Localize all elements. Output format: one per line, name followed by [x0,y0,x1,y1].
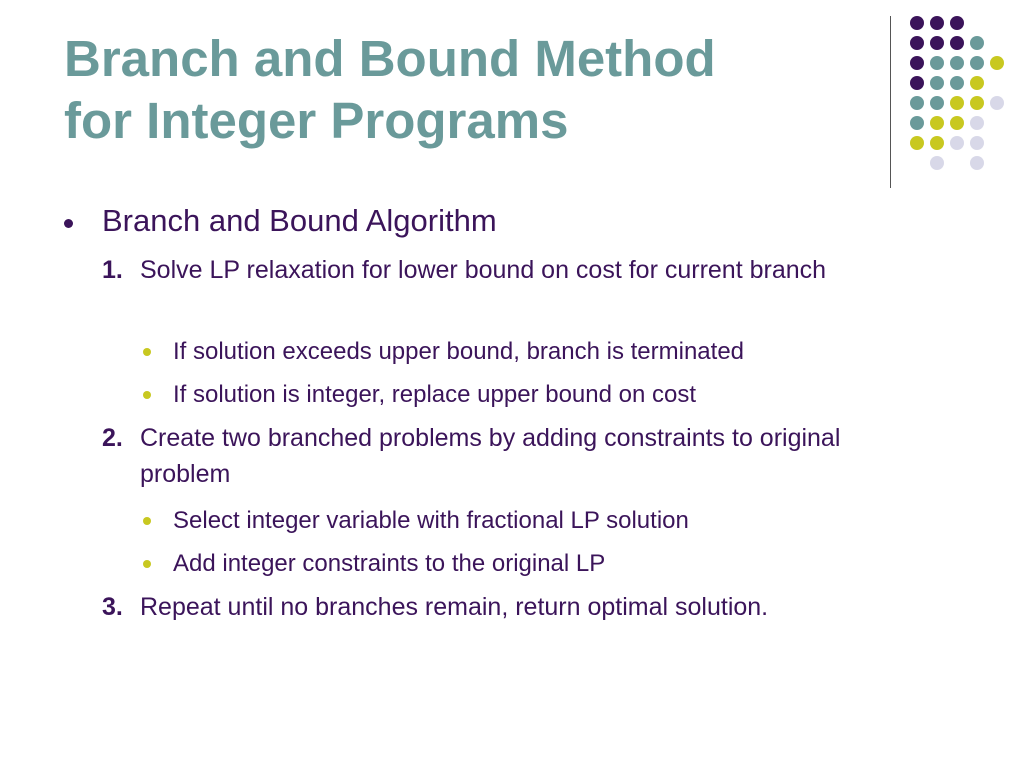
sub-item-text: Add integer constraints to the original LP [173,550,606,577]
sub-item-text: If solution exceeds upper bound, branch is terminated [173,338,745,365]
step-number: 1. [102,256,123,284]
step-text: Repeat until no branches remain, return optimal solution. [140,593,769,621]
algorithm-heading: Branch and Bound Algorithm [102,203,497,238]
title-line-1: Branch and Bound Method [64,30,716,87]
step-number: 2. [102,424,123,452]
step-text: Create two branched problems by adding constraints to original problem [140,424,841,488]
sub-item-text: If solution is integer, replace upper bound on cost [173,381,697,408]
title-line-2: for Integer Programs [64,92,569,149]
sub-bullet-icon [143,560,151,568]
step-text: Solve LP relaxation for lower bound on cost for current branch [140,256,827,284]
sub-bullet-icon [143,391,151,399]
step-number: 3. [102,593,123,621]
bullet-dot-icon [64,219,73,228]
sub-item-text: Select integer variable with fractional LP solution [173,507,689,534]
sub-bullet-icon [143,348,151,356]
sub-bullet-icon [143,517,151,525]
